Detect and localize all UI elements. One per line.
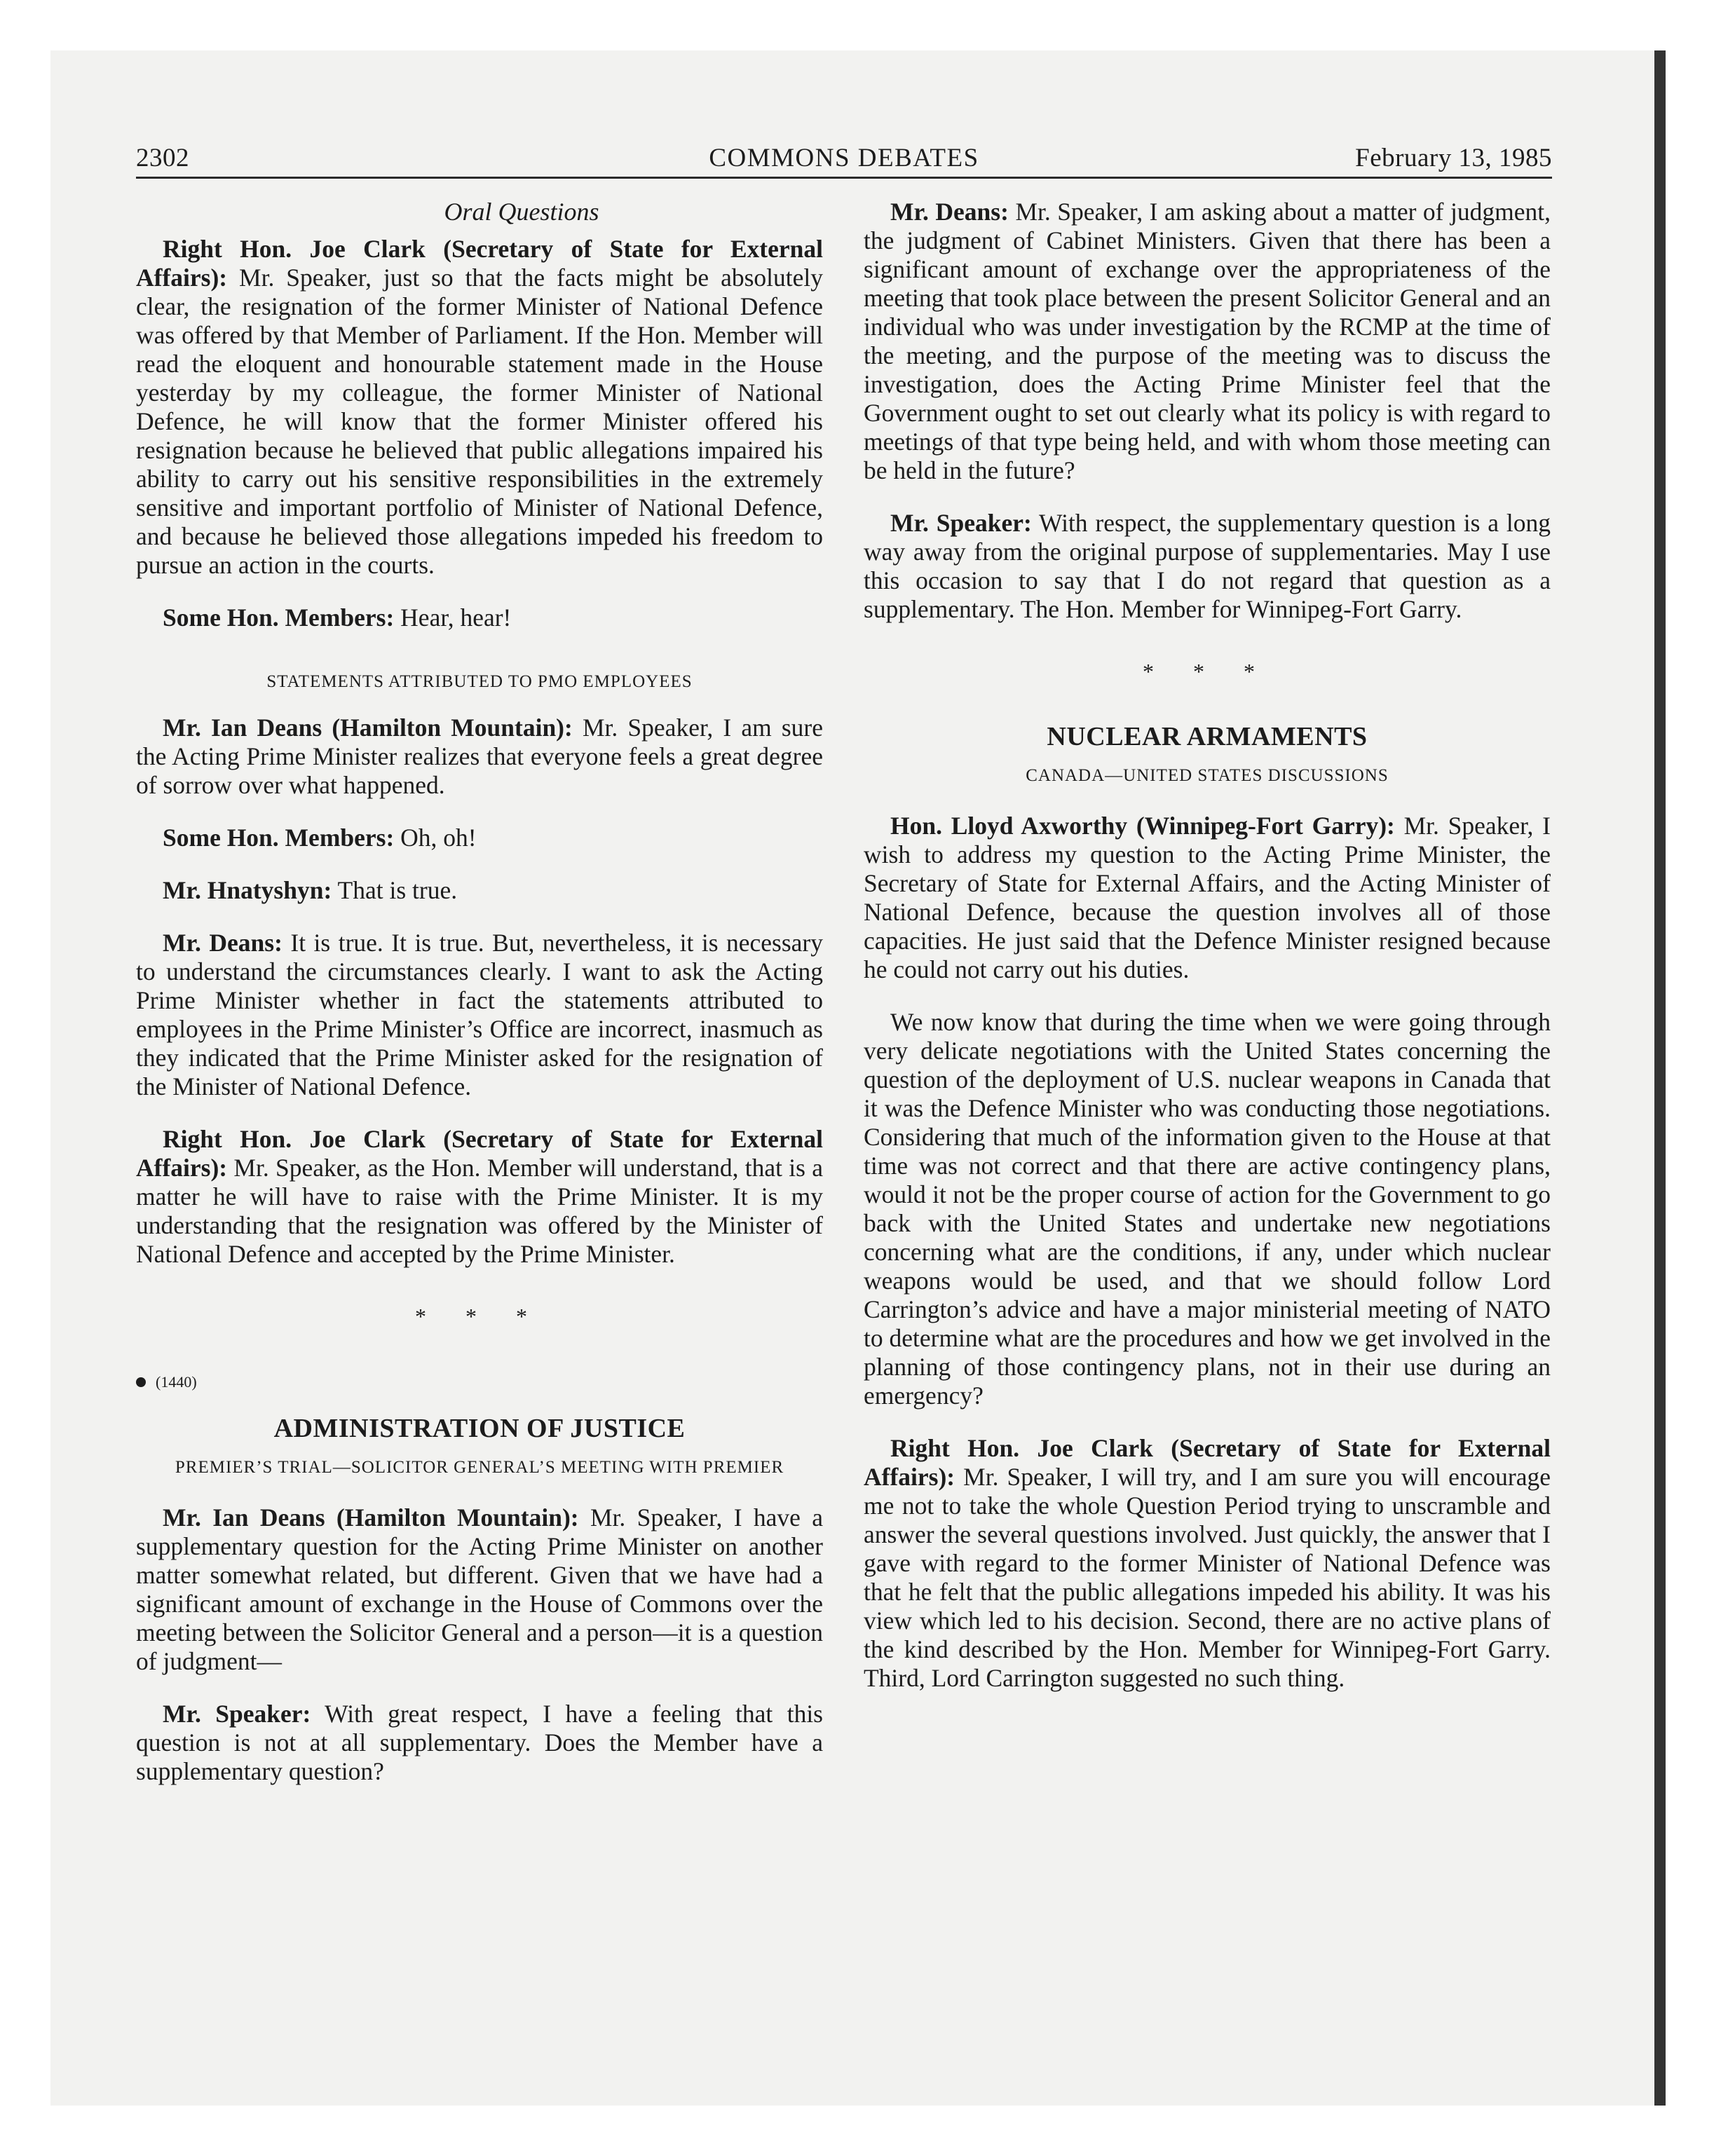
major-section-heading: ADMINISTRATION OF JUSTICE: [273, 1414, 686, 1443]
scan-edge-shadow: [1654, 50, 1666, 2106]
speech-text: Mr. Speaker, I have a supplementary question for the Acting Prime Minister on another matter somewhat related, but different. Given that we have had a significant amount of exchange in the House of Commons over the meeting between the Solicitor General and a person—it is a question of judgment—: [136, 1503, 823, 1675]
page-number: 2302: [136, 144, 189, 172]
paragraph: [136, 1125, 823, 1269]
running-header: [136, 140, 1552, 179]
paragraph: [864, 509, 1551, 624]
publication-title: COMMONS DEBATES: [709, 144, 979, 172]
paragraph: [136, 929, 823, 1101]
speech-text: Mr. Speaker, I am asking about a matter of judgment, the judgment of Cabinet Ministers. Given that there has been a significant amount of exchange over the appropriateness of the meeting that took place between the present Solicitor General and an individual who was under investigation by the RCMP at the time of the meeting, and the purpose of the meeting was to discuss the investigation, does the Acting Prime Minister feel that the Government ought to set out clearly what its policy is with regard to meetings of that type being held, and with whom those meeting can be held in the future?: [864, 198, 1551, 484]
speaker-name: Mr. Speaker:: [890, 509, 1032, 537]
subsection-heading: PREMIER’S TRIAL—SOLICITOR GENERAL’S MEETING WITH PREMIER: [175, 1458, 784, 1477]
section-separator-stars: * * *: [415, 1304, 544, 1329]
paragraph: [864, 198, 1551, 485]
speaker-name: Right Hon. Joe Clark (Secretary of State for External Affairs):: [136, 235, 823, 292]
speech-text: That is true.: [332, 876, 458, 904]
speaker-name: Right Hon. Joe Clark (Secretary of State for External Affairs):: [864, 1434, 1551, 1491]
bullet-dot-icon: [136, 1377, 146, 1387]
rubric-oral-questions: Oral Questions: [444, 198, 599, 226]
speaker-name: Hon. Lloyd Axworthy (Winnipeg-Fort Garry):: [890, 812, 1395, 840]
speech-text: Oh, oh!: [394, 824, 477, 852]
paragraph: [136, 603, 823, 632]
paragraph: [136, 235, 823, 580]
speaker-name: Mr. Speaker:: [163, 1700, 311, 1728]
paragraph: [136, 824, 823, 852]
major-section-heading: NUCLEAR ARMAMENTS: [1047, 722, 1368, 751]
time-marker: [136, 1367, 823, 1396]
section-separator-stars: * * *: [1143, 659, 1272, 684]
speaker-name: Mr. Deans:: [890, 198, 1009, 226]
time-marker-text: (1440): [156, 1373, 197, 1391]
speech-text: Mr. Speaker, I am sure the Acting Prime Minister realizes that everyone feels a great degree of sorrow over what happened.: [136, 714, 823, 799]
speech-text: Mr. Speaker, I will try, and I am sure you will encourage me not to take the whole Question Period trying to unscramble and answer the several questions involved. Just quickly, the answer that I gave with regard to the former Minister of National Defence was that he felt that the public allegations impeded his ability. It was his view which led to his decision. Second, there are no active plans of the kind described by the Hon. Member for Winnipeg-Fort Garry. Third, Lord Carrington suggested no such thing.: [864, 1463, 1551, 1692]
issue-date: February 13, 1985: [1355, 144, 1552, 172]
paragraph: [864, 1434, 1551, 1693]
paragraph: [136, 1700, 823, 1786]
speaker-name: Mr. Hnatyshyn:: [163, 876, 332, 904]
subsection-heading: CANADA—UNITED STATES DISCUSSIONS: [1026, 766, 1389, 785]
speaker-name: Some Hon. Members:: [163, 824, 395, 852]
section-heading: STATEMENTS ATTRIBUTED TO PMO EMPLOYEES: [266, 672, 693, 691]
speaker-name: Some Hon. Members:: [163, 603, 395, 632]
speaker-name: Mr. Ian Deans (Hamilton Mountain):: [163, 1503, 579, 1531]
left-column: [136, 198, 823, 1810]
speaker-name: Mr. Ian Deans (Hamilton Mountain):: [163, 714, 573, 742]
paragraph: [136, 876, 823, 905]
speech-text: Mr. Speaker, just so that the facts might be absolutely clear, the resignation of the former Minister of National Defence was offered by that Member of Parliament. If the Hon. Member will read the eloquent and honourable statement made in the House yesterday by my colleague, the former Minister of National Defence, he will know that the former Minister offered his resignation because he believed that public allegations impaired his ability to carry out his sensitive responsibilities in the extremely sensitive and important portfolio of Minister of National Defence, and because he believed those allegations impeded his freedom to pursue an action in the courts.: [136, 264, 823, 579]
speech-text: We now know that during the time when we were going through very delicate negotiations with the United States concerning the question of the deployment of U.S. nuclear weapons in Canada that it was the Defence Minister who was conducting those negotiations. Considering that much of the information given to the House at that time was not correct and that there are active contingency plans, would it not be the proper course of action for the Government to go back with the United States and undertake new negotiations concerning what are the conditions, if any, under which nuclear weapons would be used, and that we should follow Lord Carrington’s advice and have a major ministerial meeting of NATO to determine what are the procedures and how we get involved in the planning of those contingency plans, not in their use during an emergency?: [864, 1008, 1551, 1410]
paragraph: [136, 1503, 823, 1676]
speaker-name: Right Hon. Joe Clark (Secretary of State for External Affairs):: [136, 1125, 823, 1182]
right-column: [864, 198, 1551, 1717]
speech-text: Mr. Speaker, I wish to address my question to the Acting Prime Minister, the Secretary of State for External Affairs, and the Acting Minister of National Defence, because the question involves all of those capacities. He just said that the Defence Minister resigned because he could not carry out his duties.: [864, 812, 1551, 983]
speech-text: With great respect, I have a feeling that this question is not at all supplementary. Does the Member have a supplementary question?: [136, 1700, 823, 1785]
paragraph: [864, 812, 1551, 984]
speech-text: Hear, hear!: [394, 603, 512, 632]
paragraph: [136, 714, 823, 800]
paragraph: [864, 1008, 1551, 1410]
speech-text: It is true. It is true. But, nevertheless, it is necessary to understand the circumstances clearly. I want to ask the Acting Prime Minister whether in fact the statements attributed to employees in the Prime Minister’s Office are incorrect, inasmuch as they indicated that the Prime Minister asked for the resignation of the Minister of National Defence.: [136, 929, 823, 1100]
speech-text: Mr. Speaker, as the Hon. Member will understand, that is a matter he will have to raise with the Prime Minister. It is my understanding that the resignation was offered by the Minister of National Defence and accepted by the Prime Minister.: [136, 1154, 823, 1268]
speaker-name: Mr. Deans:: [163, 929, 283, 957]
speech-text: With respect, the supplementary question is a long way away from the original purpose of supplementaries. May I use this occasion to say that I do not regard that question as a supplementary. The Hon. Member for Winnipeg-Fort Garry.: [864, 509, 1551, 623]
